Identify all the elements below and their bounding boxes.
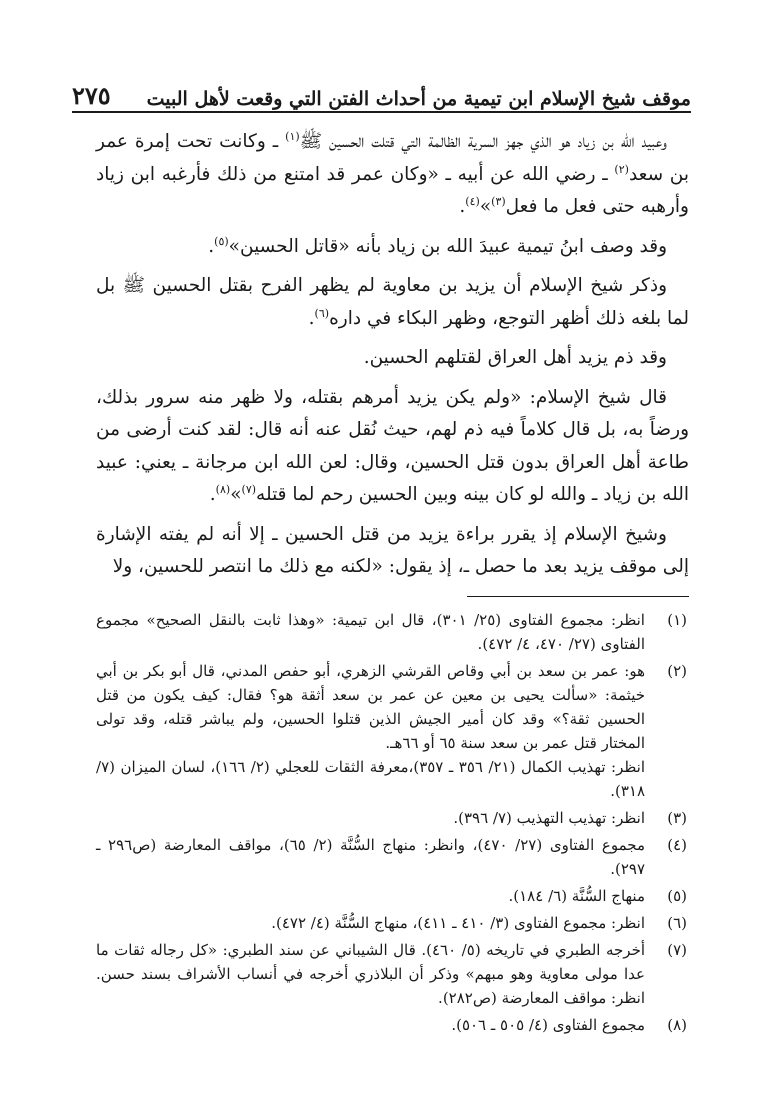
footnote-line: انظر: تهذيب التهذيب (٧/ ٣٩٦). [453,809,645,827]
footnote [96,911,687,935]
body-text-segment: وشيخ الإسلام إذ يقرر براءة يزيد من قتل الحسين ـ إلا أنه لم يفته الإشارة إلى موقف يزيد بعد ما حصل ـ، إذ يقول: «لكنه مع ذلك ما انتصر للحسين، ولا [96,523,689,577]
footnote [96,884,687,908]
footnote-text [96,938,645,1010]
footnote-number: (٤) [667,836,687,854]
footnote [96,1013,687,1037]
footnote-line: مجموع الفتاوى (٢٧/ ٤٧٠)، وانظر: منهاج السُّنَّة (٢/ ٦٥)، مواقف المعارضة (ص٢٩٦ ـ ٢٩٧). [96,836,645,878]
body-paragraph [96,342,689,375]
footnote [96,938,687,1010]
footnote-reference: (٥) [214,234,229,248]
footnote-number: (٧) [667,941,687,959]
body-text-segment: وقد ذم يزيد أهل العراق لقتلهم الحسين. [363,347,667,368]
body-text-segment: ـ رضي الله عن أبيه ـ «وكان عمر قد امتنع من ذلك فأرغبه ابن زياد وأرهبه حتى فعل ما فعل [96,163,689,217]
body-text [96,126,689,591]
footnote [96,806,687,830]
footnote-number: (٦) [667,914,687,932]
footnote [96,659,687,803]
footnote-line: مجموع الفتاوى (٤/ ٥٠٥ ـ ٥٠٦). [451,1016,645,1034]
footnote-separator [467,596,689,597]
running-title: موقف شيخ الإسلام ابن تيمية من أحداث الفتن التي وقعت لأهل البيت [146,88,691,110]
footnote-line: انظر: مجموع الفتاوى (٣/ ٤١٠ ـ ٤١١)، منهاج السُّنَّة (٤/ ٤٧٢). [271,914,645,932]
footnote-number: (٨) [667,1016,687,1034]
footnote-reference: (٤) [465,194,480,208]
body-text-segment: . [208,235,215,257]
body-paragraph [96,382,689,512]
footnote-reference: (٨) [215,482,231,496]
footnote-text [96,608,645,656]
footnote-line: هو: عمر بن سعد بن أبي وقاص القرشي الزهري، أبو حفص المدني، قال أبو بكر بن أبي خيثمة: «سألت يحيى بن معين عن عمر بن سعد أثقة هو؟ فقال: كيف يكون من قتل الحسين ثقة؟» وقد كان أمير الجيش الذين قتلوا الحسين، ولم يباشر قتله، وقد تولى المختار قتل عمر بن سعد سنة ٦٥ أو ٦٦هـ. [96,662,645,752]
body-text-segment: وقد وصف ابنُ تيمية عبيدَ الله بن زياد بأنه «قاتل الحسين» [228,235,667,257]
footnote-text [96,1013,645,1037]
body-text-segment: وذكر شيخ الإسلام أن يزيد بن معاوية لم يظهر الفرح بقتل الحسين ﷺ بل لما بلغه ذلك أظهر التوجع، وظهر البكاء في داره [96,275,689,329]
footnote-line: انظر: مجموع الفتاوى (٢٥/ ٣٠١)، قال ابن تيمية: «وهذا ثابت بالنقل الصحيح» مجموع الفتاوى (٢٧/ ٤٧٠، ٤/ ٤٧٢). [96,611,645,653]
footnotes [96,608,687,1040]
footnote-line: منهاج السُّنَّة (٦/ ١٨٤). [508,887,645,905]
footnote [96,608,687,656]
body-text-segment: » [230,484,242,505]
footnote-number: (٥) [667,887,687,905]
footnote-text [96,659,645,803]
body-text-segment: قال شيخ الإسلام: «ولم يكن يزيد أمرهم بقتله، ولا ظهر منه سرور بذلك، ورضاً به، بل قال كلاماً فيه ذم لهم، حيث نُقل عنه أنه قال: لقد كنت أرضى من طاعة أهل العراق بدون قتل الحسين، وقال: لعن الله ابن مرجانة ـ يعني: عبيد الله بن زياد ـ والله لو كان بينه وبين الحسين رحم لما قتله [96,386,689,505]
footnote-reference: (٢) [614,162,629,176]
footnote-line: أخرجه الطبري في تاريخه (٥/ ٤٦٠). قال الشيباني عن سند الطبري: «كل رجاله ثقات ما عدا مولى معاوية وهو مبهم» وذكر أن البلاذري أخرجه في أنساب الأشراف بسند حسن. انظر: مواقف المعارضة (ص٢٨٢). [96,941,646,1007]
page-number: ٢٧٥ [72,81,111,110]
body-paragraph [96,126,689,224]
footnote [96,833,687,881]
body-text-segment: ـ وكانت تحت إمرة عمر بن سعد [96,131,690,185]
page-header [72,74,691,110]
body-paragraph [96,231,689,264]
footnote-text [96,911,645,935]
footnote-text [96,833,645,881]
footnote-reference: (٣) [491,194,506,208]
body-text-segment: . [308,307,315,329]
body-text-segment: . [209,484,216,505]
footnote-number: (١) [667,611,687,629]
body-text-segment: » [479,196,492,217]
body-text-segment: . [459,196,466,217]
footnote-number: (٣) [667,809,687,827]
header-divider [72,111,691,113]
body-text-segment: وعبيد الله بن زياد هو الذي جهز السرية الظالمة التي قتلت الحسين ﷺ [299,131,667,152]
footnote-text [96,884,645,908]
body-paragraph [96,270,689,335]
footnote-reference: (١) [285,129,300,143]
footnote-reference: (٧) [241,482,257,496]
footnote-text [96,806,645,830]
footnote-line: انظر: تهذيب الكمال (٢١/ ٣٥٦ ـ ٣٥٧)،معرفة الثقات للعجلي (٢/ ١٦٦)، لسان الميزان (٧/ ٣١٨). [96,758,645,800]
footnote-number: (٢) [667,662,687,680]
body-paragraph [96,519,689,584]
footnote-reference: (٦) [314,306,330,320]
